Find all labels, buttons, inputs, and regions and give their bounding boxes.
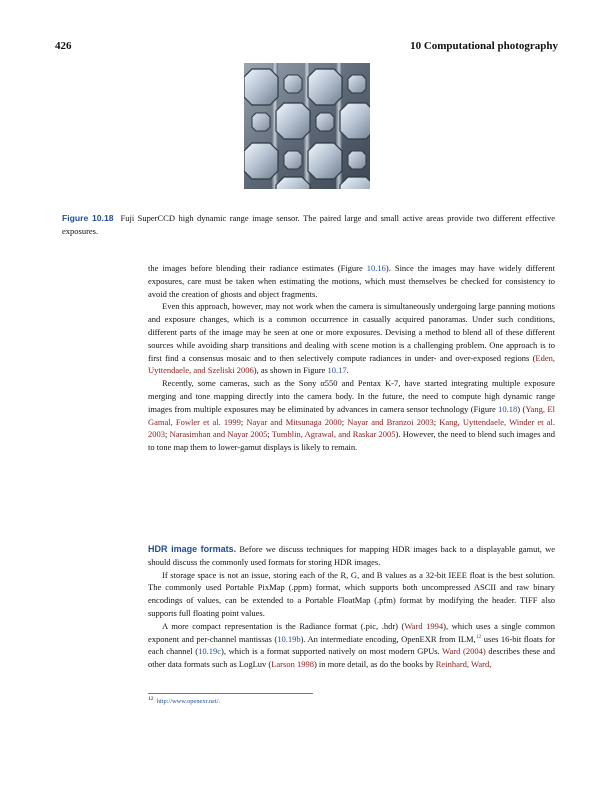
- footnote-url-link[interactable]: http://www.openexr.net/.: [156, 698, 221, 705]
- figure-link[interactable]: 10.17: [327, 365, 347, 376]
- paragraph-section: HDR image formats. Before we discuss techniques for mapping HDR images back to a displayable gamut, we should discuss the commonly used formats for storing HDR images.: [148, 544, 555, 567]
- page-number: 426: [55, 40, 72, 52]
- footnote-marker[interactable]: 12: [475, 633, 482, 640]
- paragraph-3: Recently, some cameras, such as the Sony α550 and Pentax K-7, have started integrating multiple exposure merging and tone mapping directly into the camera body. In the future, the need to compute high dynamic range images from multiple exposures may be eliminated by advances in camera sensor technology (Figure 10.18) (Yang, El Gamal, Fowler et al. 1999; Nayar and Mitsunaga 2000; Nayar and Branzoi 2003; Kang, Uyttendaele, Winder et al. 2003; Narasimhan and Nayar 2005; Tumblin, Agrawal, and Raskar 2005). However, the need to blend such images and to tone map them to lower-gamut displays is likely to remain.: [148, 378, 555, 453]
- figure-link[interactable]: 10.18: [498, 403, 518, 414]
- footnote: [148, 695, 221, 705]
- section-heading: HDR image formats.: [148, 544, 237, 554]
- citation-link[interactable]: Larson 1998: [271, 659, 314, 670]
- running-header: [55, 40, 558, 56]
- figure-label: Figure 10.18: [62, 213, 114, 223]
- citation-link[interactable]: Reinhard, Ward,: [435, 659, 492, 670]
- citation-link[interactable]: Narasimhan and Nayar 2005: [169, 429, 268, 440]
- citation-link[interactable]: Kang, Uyttendaele, Winder et al. 2003: [148, 416, 555, 440]
- fuji-superccd-sensor-image: [244, 63, 370, 189]
- figure-link[interactable]: 10.19c: [198, 646, 222, 657]
- citation-link[interactable]: Ward 1994: [404, 620, 444, 631]
- footnote-divider: [148, 693, 313, 694]
- figure-caption-text: Fuji SuperCCD high dynamic range image sensor. The paired large and small active areas provide two different effective exposures.: [62, 213, 556, 236]
- figure-link[interactable]: 10.19b: [277, 633, 301, 644]
- body-text-lower: [148, 543, 555, 671]
- citation-link[interactable]: Tumblin, Agrawal, and Raskar 2005: [271, 429, 396, 440]
- body-text-upper: [148, 262, 555, 454]
- chapter-title: 10 Computational photography: [410, 40, 558, 52]
- paragraph-2: Even this approach, however, may not work when the camera is simultaneously undergoing large panning motions and exposure changes, which is a common occurrence in casually acquired panoramas. Under such conditions, different parts of the image may be seen at one or more exposures. Devising a method to blend all of these different sources while avoiding sharp transitions and dealing with scene motion is a challenging problem. One approach is to first find a consensus mosaic and to then selectively compute radiances in under- and over-exposed regions (Eden, Uyttendaele, and Szeliski 2006), as shown in Figure 10.17.: [148, 301, 555, 376]
- citation-link[interactable]: Nayar and Mitsunaga 2000: [246, 416, 342, 427]
- paragraph-1: the images before blending their radiance estimates (Figure 10.16). Since the images may have widely different exposures, care must be taken when estimating the motions, which must themselves be checked for consistency to avoid the creation of ghosts and object fragments.: [148, 263, 555, 299]
- citation-link[interactable]: Ward (2004): [442, 646, 486, 657]
- citation-link[interactable]: Eden, Uyttendaele, and Szeliski 2006: [148, 352, 555, 376]
- figure-link[interactable]: 10.16: [366, 263, 386, 273]
- figure-caption: [62, 212, 555, 237]
- footnote-number: 12: [148, 695, 154, 702]
- citation-link[interactable]: Yang, El Gamal, Fowler et al. 1999: [148, 403, 555, 427]
- paragraph-5: A more compact representation is the Radiance format (.pic, .hdr) (Ward 1994), which uses a single common exponent and per-channel mantissas (10.19b). An intermediate encoding, OpenEXR from ILM,$^{12}$ uses 16-bit floats for each channel (10.19c), which is a format supported natively on most modern GPUs. Ward (2004) describes these and other data formats such as LogLuv (Larson 1998) in more detail, as do the books by Reinhard, Ward,: [148, 620, 555, 670]
- paragraph-4: If storage space is not an issue, storing each of the R, G, and B values as a 32-bit IEEE float is the best solution. The commonly used Portable PixMap (.ppm) format, which supports both uncompressed ASCII and raw binary encodings of values, can be extended to a Portable FloatMap (.pfm) format by modifying the header. TIFF also supports full floating point values.: [148, 569, 555, 618]
- citation-link[interactable]: Nayar and Branzoi 2003: [347, 416, 434, 427]
